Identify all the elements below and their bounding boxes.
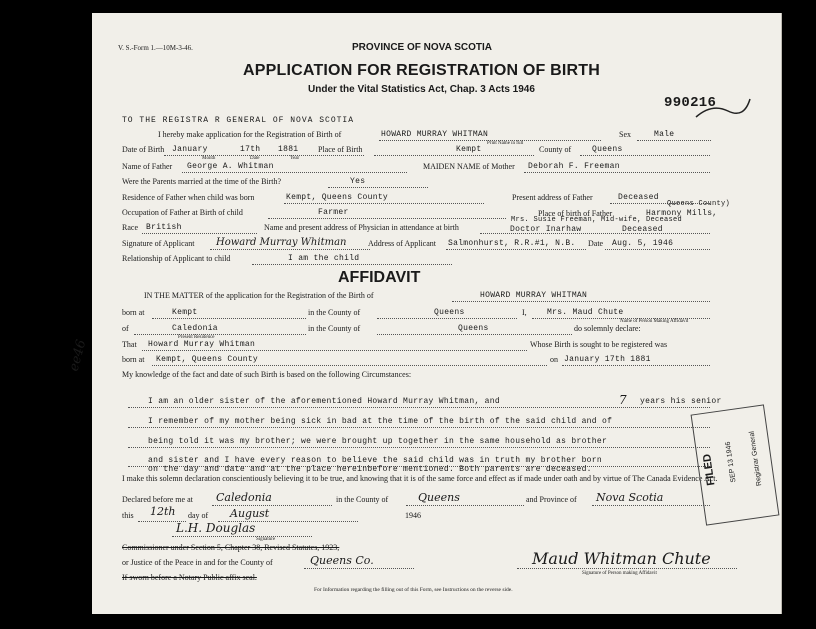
hint-present-residence: Present Residence (178, 335, 215, 340)
deponent-county: Queens (458, 324, 489, 333)
commissioner-signature: L.H. Douglas (176, 521, 256, 535)
applicant-address: Salmonhurst, R.R.#1, N.B. (448, 239, 576, 248)
commissioner-line: Commissioner under Section 5, Chapter 38, Revised Statutes, 1923, (122, 543, 340, 552)
father-place-of-birth: Harmony Mills, (646, 209, 718, 218)
application-date: Aug. 5, 1946 (612, 239, 674, 248)
label-pob-father: Place of birth of Father (538, 209, 613, 218)
relationship: I am the child (288, 254, 360, 263)
child-sex: Male (654, 130, 675, 139)
affidavit-child-name: HOWARD MURRAY WHITMAN (480, 291, 588, 300)
label-knowledge: My knowledge of the fact and date of such Birth is based on the following Circumstances: (122, 370, 412, 379)
label-declared-county: in the County of (336, 495, 389, 504)
father-name: George A. Whitman (187, 162, 274, 171)
birth-year: 1881 (278, 145, 299, 154)
circumstance-line-1: I am an older sister of the aforementioned Howard Murray Whitman, and (148, 397, 500, 406)
deponent-name: Mrs. Maud Chute (547, 308, 624, 317)
declared-day: 12th (150, 505, 176, 518)
form-title: APPLICATION FOR REGISTRATION OF BIRTH (243, 62, 601, 79)
label-relationship: Relationship of Applicant to child (122, 254, 231, 263)
label-married: Were the Parents married at the time of the Birth? (122, 177, 282, 186)
label-declared-at: Declared before me at (122, 495, 193, 504)
stamp-filed: FILED (701, 453, 718, 487)
birth-application-form (92, 13, 782, 614)
label-province: and Province of (526, 495, 577, 504)
label-father: Name of Father (122, 162, 173, 171)
circumstance-line-1-end: years his senior (640, 397, 722, 406)
county-of-birth: Queens (592, 145, 623, 154)
hint-year: Year (290, 156, 300, 161)
label-affidavit-county: in the County of (308, 308, 361, 317)
label-present-addr-father: Present address of Father (512, 193, 593, 202)
margin-note: ee46 (66, 338, 90, 373)
form-subtitle: Under the Vital Statistics Act, Chap. 3 Acts 1946 (308, 84, 535, 95)
mother-maiden-name: Deborah F. Freeman (528, 162, 620, 171)
label-on: on (550, 355, 558, 364)
physician-name: Doctor Inarhaw (510, 225, 582, 234)
declared-province: Nova Scotia (596, 491, 664, 504)
hint-print-name: Print Name in full (487, 141, 524, 146)
years-senior: 7 (619, 393, 627, 407)
declared-at-place: Caledonia (216, 491, 272, 504)
label-dob: Date of Birth (122, 145, 165, 154)
label-born-at-2: born at (122, 355, 145, 364)
father-occupation: Farmer (318, 208, 349, 217)
child-name: HOWARD MURRAY WHITMAN (381, 130, 489, 139)
affidavit-county: Queens (434, 308, 465, 317)
label-solemnly-declare: do solemnly declare: (574, 324, 641, 333)
father-pob-county: Queens County) (667, 200, 731, 208)
birth-month: January (172, 145, 208, 154)
label-intro: I hereby make application for the Registration of Birth of (158, 130, 342, 139)
label-whose-birth: Whose Birth is sought to be registered was (530, 340, 668, 349)
affidavit-born-at: Kempt (172, 308, 198, 317)
label-race: Race (122, 223, 138, 232)
label-pob: Place of Birth (318, 145, 363, 154)
label-occupation: Occupation of Father at Birth of child (122, 208, 243, 217)
that-name: Howard Murray Whitman (148, 340, 256, 349)
father-residence: Kempt, Queens County (286, 193, 389, 202)
form-code: V. S.-Form 1.—10M-3-46. (118, 44, 193, 52)
label-affidavit-county-2: in the County of (308, 324, 361, 333)
hint-signature: Signature (256, 537, 276, 542)
label-county: County of (539, 145, 572, 154)
label-applicant-address: Address of Applicant (368, 239, 436, 248)
circumstance-line-4: and sister and I have every reason to believe the said child was in truth my brother born (148, 456, 602, 465)
applicant-signature: Howard Murray Whitman (216, 237, 347, 248)
deponent-residence: Caledonia (172, 324, 218, 333)
stamp-date: SEP 13 1946 (724, 441, 738, 483)
footer-note: For Information regarding the filling out of this Form, see Instructions on the reverse side. (314, 587, 513, 593)
circumstance-line-3: being told it was my brother; we were brought up together in the same household as brother (148, 437, 608, 446)
deponent-signature: Maud Whitman Chute (532, 549, 711, 568)
justice-line: or Justice of the Peace in and for the County of (122, 558, 273, 567)
label-date: Date (588, 239, 604, 248)
label-matter: IN THE MATTER of the application for the Registration of the Birth of (144, 291, 374, 300)
province-heading: PROVINCE OF NOVA SCOTIA (352, 42, 493, 53)
label-that: That (122, 340, 137, 349)
birth-day: 17th (240, 145, 261, 154)
punch-hole-top (45, 172, 73, 200)
registration-number: 990216 (664, 95, 717, 111)
number-scribble (692, 97, 752, 127)
born-on-date: January 17th 1881 (564, 355, 651, 364)
father-present-address: Deceased (618, 193, 659, 202)
affidavit-heading: AFFIDAVIT (338, 269, 421, 286)
label-of: of (122, 324, 129, 333)
notary-line: If sworn before a Notary Public affix seal. (122, 573, 257, 582)
race: British (146, 223, 182, 232)
parents-married: Yes (350, 177, 366, 186)
declared-county: Queens (418, 491, 460, 504)
circumstance-line-5: on the day and date and at the place hereinbefore mentioned. Both parents are deceased. (148, 465, 592, 474)
punch-hole-bottom (45, 476, 73, 504)
midwife-note: Mrs. Susie Freeman, Mid-wife, Deceased (511, 216, 683, 224)
label-signature: Signature of Applicant (122, 239, 195, 248)
label-born-at: born at (122, 308, 145, 317)
registrar-stamp (691, 404, 780, 525)
label-i: I, (522, 308, 527, 317)
born-at-full: Kempt, Queens County (156, 355, 259, 364)
label-sex: Sex (619, 130, 631, 139)
circumstance-line-2: I remember of my mother being sick in bad at the time of the birth of the said child and of (148, 417, 613, 426)
label-physician: Name and present address of Physician in attendance at birth (264, 223, 459, 232)
declared-year: 1946 (405, 511, 421, 520)
label-day-of: day of (188, 511, 209, 520)
physician-deceased: Deceased (622, 225, 663, 234)
justice-county: Queens Co. (310, 554, 374, 567)
declared-month: August (230, 507, 270, 520)
label-res-father: Residence of Father when child was born (122, 193, 255, 202)
registrar-address: TO THE REGISTRA R GENERAL OF NOVA SCOTIA (122, 116, 355, 125)
hint-deponent-signature: Signature of Person making Affidavit (582, 571, 657, 576)
hint-month: Month (202, 156, 216, 161)
hint-deponent: Name of Person Making Affidavit (620, 319, 689, 324)
solemn-declaration: I make this solemn declaration conscientiously believing it to be true, and knowing that it is of the same force and effect as if made under oath and by virtue of The Canada Evidence Act. (122, 474, 718, 483)
stamp-registrar: Registrar General (748, 430, 764, 487)
label-mother-maiden: MAIDEN NAME of Mother (423, 162, 515, 171)
label-this: this (122, 511, 134, 520)
place-of-birth: Kempt (456, 145, 482, 154)
hint-day: Date (250, 156, 260, 161)
